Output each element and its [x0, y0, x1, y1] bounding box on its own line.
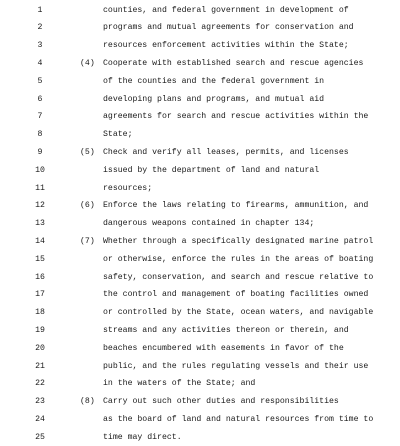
text-line — [0, 359, 400, 375]
line-number: 25 — [35, 432, 45, 442]
line-number: 15 — [35, 254, 45, 264]
line-text: beaches encumbered with easements in favor of the — [103, 343, 344, 353]
line-number: 19 — [35, 325, 45, 335]
line-text: agreements for search and rescue activities within the — [103, 112, 369, 122]
text-line — [0, 198, 400, 214]
text-line — [0, 430, 400, 446]
line-text: issued by the department of land and natural — [103, 165, 320, 175]
line-number: 13 — [35, 219, 45, 229]
line-number: 18 — [35, 308, 45, 318]
text-line — [0, 394, 400, 410]
line-text: State; — [103, 130, 133, 140]
text-line — [0, 109, 400, 125]
line-number: 8 — [37, 130, 43, 140]
line-number: 5 — [37, 76, 43, 86]
text-line — [0, 38, 400, 54]
text-line — [0, 74, 400, 90]
text-line — [0, 412, 400, 428]
line-text: public, and the rules regulating vessels and their use — [103, 361, 369, 371]
text-line — [0, 20, 400, 36]
line-number: 7 — [37, 112, 43, 122]
line-text: Carry out such other duties and responsibilities — [103, 397, 339, 407]
text-line — [0, 305, 400, 321]
line-text: or otherwise, enforce the rules in the areas of boating — [103, 254, 374, 264]
line-text: developing plans and programs, and mutual aid — [103, 94, 325, 104]
line-text: Whether through a specifically designated marine patrol — [103, 236, 374, 246]
line-text: Enforce the laws relating to firearms, ammunition, and — [103, 201, 369, 211]
line-text: programs and mutual agreements for conservation and — [103, 23, 354, 33]
text-line — [0, 56, 400, 72]
text-line — [0, 127, 400, 143]
paragraph-marker: (5) — [80, 147, 95, 157]
line-number: 17 — [35, 290, 45, 300]
line-number: 9 — [37, 147, 43, 157]
line-number: 12 — [35, 201, 45, 211]
line-number: 23 — [35, 397, 45, 407]
line-number: 1 — [37, 5, 43, 15]
line-text: safety, conservation, and search and rescue relative to — [103, 272, 374, 282]
text-line — [0, 376, 400, 392]
line-number: 24 — [35, 414, 45, 424]
line-text: of the counties and the federal government in — [103, 76, 325, 86]
line-number: 16 — [35, 272, 45, 282]
line-number: 6 — [37, 94, 43, 104]
text-line — [0, 234, 400, 250]
line-number: 20 — [35, 343, 45, 353]
line-text: dangerous weapons contained in chapter 134; — [103, 219, 315, 229]
line-number: 22 — [35, 379, 45, 389]
text-line — [0, 145, 400, 161]
line-text: as the board of land and natural resources from time to — [103, 414, 374, 424]
line-text: resources; — [103, 183, 153, 193]
line-number: 3 — [37, 41, 43, 51]
line-text: Check and verify all leases, permits, and licenses — [103, 147, 349, 157]
line-text: resources enforcement activities within the State; — [103, 41, 349, 51]
line-text: or controlled by the State, ocean waters, and navigable — [103, 308, 374, 318]
text-line — [0, 163, 400, 179]
line-number: 2 — [37, 23, 43, 33]
line-number: 10 — [35, 165, 45, 175]
paragraph-marker: (6) — [80, 201, 95, 211]
text-line — [0, 287, 400, 303]
line-text: time may direct. — [103, 432, 182, 442]
text-line — [0, 323, 400, 339]
text-line — [0, 341, 400, 357]
text-line — [0, 270, 400, 286]
paragraph-marker: (8) — [80, 397, 95, 407]
text-line — [0, 92, 400, 108]
line-number: 4 — [37, 58, 43, 68]
line-text: in the waters of the State; and — [103, 379, 256, 389]
line-number: 21 — [35, 361, 45, 371]
text-line — [0, 3, 400, 19]
paragraph-marker: (7) — [80, 236, 95, 246]
line-text: streams and any activities thereon or therein, and — [103, 325, 349, 335]
line-number: 14 — [35, 236, 45, 246]
text-line — [0, 252, 400, 268]
text-line — [0, 216, 400, 232]
line-text: Cooperate with established search and rescue agencies — [103, 58, 364, 68]
paragraph-marker: (4) — [80, 58, 95, 68]
line-number: 11 — [35, 183, 45, 193]
text-line — [0, 181, 400, 197]
line-text: counties, and federal government in development of — [103, 5, 349, 15]
line-text: the control and management of boating facilities owned — [103, 290, 369, 300]
